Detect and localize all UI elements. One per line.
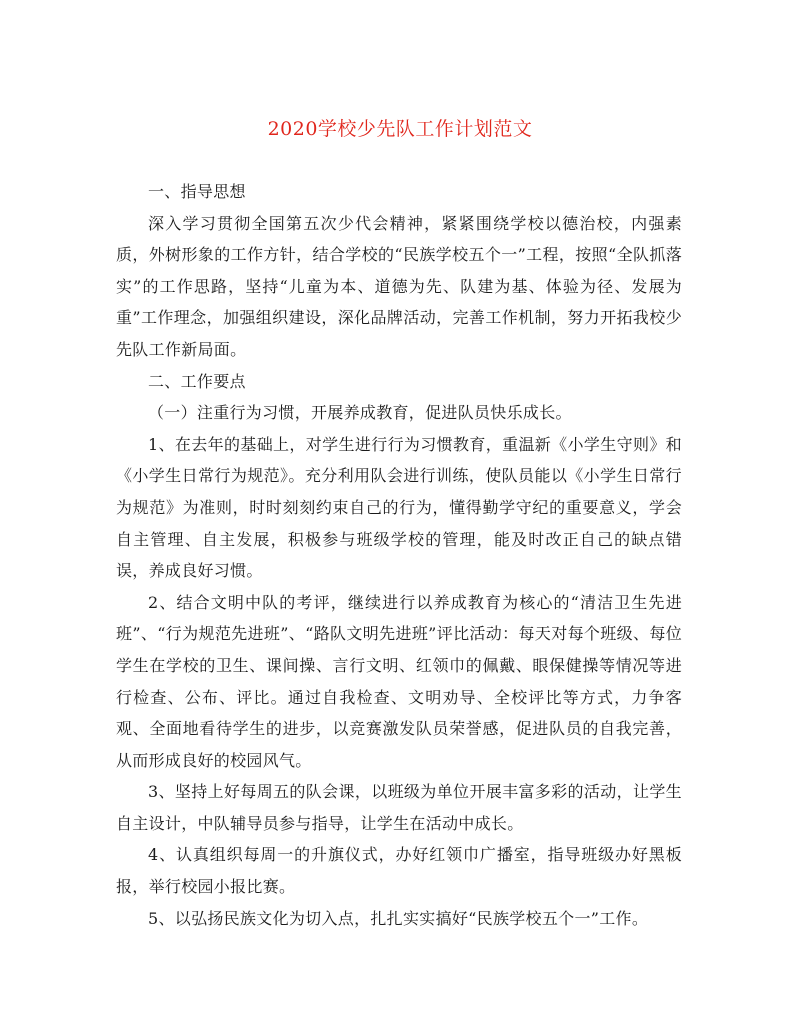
subsection-heading-behavior-habits: （一）注重行为习惯，开展养成教育，促进队员快乐成长。: [148, 403, 572, 423]
section-heading-work-points: 二、工作要点: [148, 371, 246, 391]
list-item-2: 2、结合文明中队的考评，继续进行以养成教育为核心的“清洁卫生先进班”、“行为规范先进班”、“路队文明先进班”评比活动：每天对每个班级、每位学生在学校的卫生、课间操、言行文明、红领巾的佩戴、眼保健操等情况等进行检查、公布、评比。通过自我检查、文明劝导、全校评比等方式，力争客观、全面地看待学生的进步，以竞赛激发队员荣誉感，促进队员的自我完善，从而形成良好的校园风气。: [116, 592, 682, 770]
list-item-4: 4、认真组织每周一的升旗仪式，办好红领巾广播室，指导班级办好黑板报，举行校园小报比赛。: [116, 845, 682, 897]
document-body: [116, 176, 682, 934]
section-heading-guiding-ideology: 一、指导思想: [148, 182, 246, 201]
list-item-3: 3、坚持上好每周五的队会课，以班级为单位开展丰富多彩的活动，让学生自主设计，中队辅导员参与指导，让学生在活动中成长。: [116, 782, 682, 833]
list-item-5: 5、以弘扬民族文化为切入点，扎扎实实搞好“民族学校五个一”工作。: [148, 908, 649, 928]
paragraph-guiding-ideology: 深入学习贯彻全国第五次少代会精神，紧紧围绕学校以德治校，内强素质，外树形象的工作方针，结合学校的“民族学校五个一”工程，按照“全队抓落实”的工作思路，坚持“儿童为本、道德为先、队建为基、体验为径、发展为重”工作理念，加强组织建设，深化品牌活动，完善工作机制，努力开拓我校少先队工作新局面。: [116, 213, 682, 359]
list-item-1: 1、在去年的基础上，对学生进行行为习惯教育，重温新《小学生守则》和《小学生日常行为规范》。充分利用队会进行训练，使队员能以《小学生日常行为规范》为准则，时时刻刻约束自己的行为，懂得勤学守纪的重要意义，学会自主管理、自主发展，积极参与班级学校的管理，能及时改正自己的缺点错误，养成良好习惯。: [116, 434, 682, 581]
document-title: 2020学校少先队工作计划范文: [267, 118, 533, 140]
